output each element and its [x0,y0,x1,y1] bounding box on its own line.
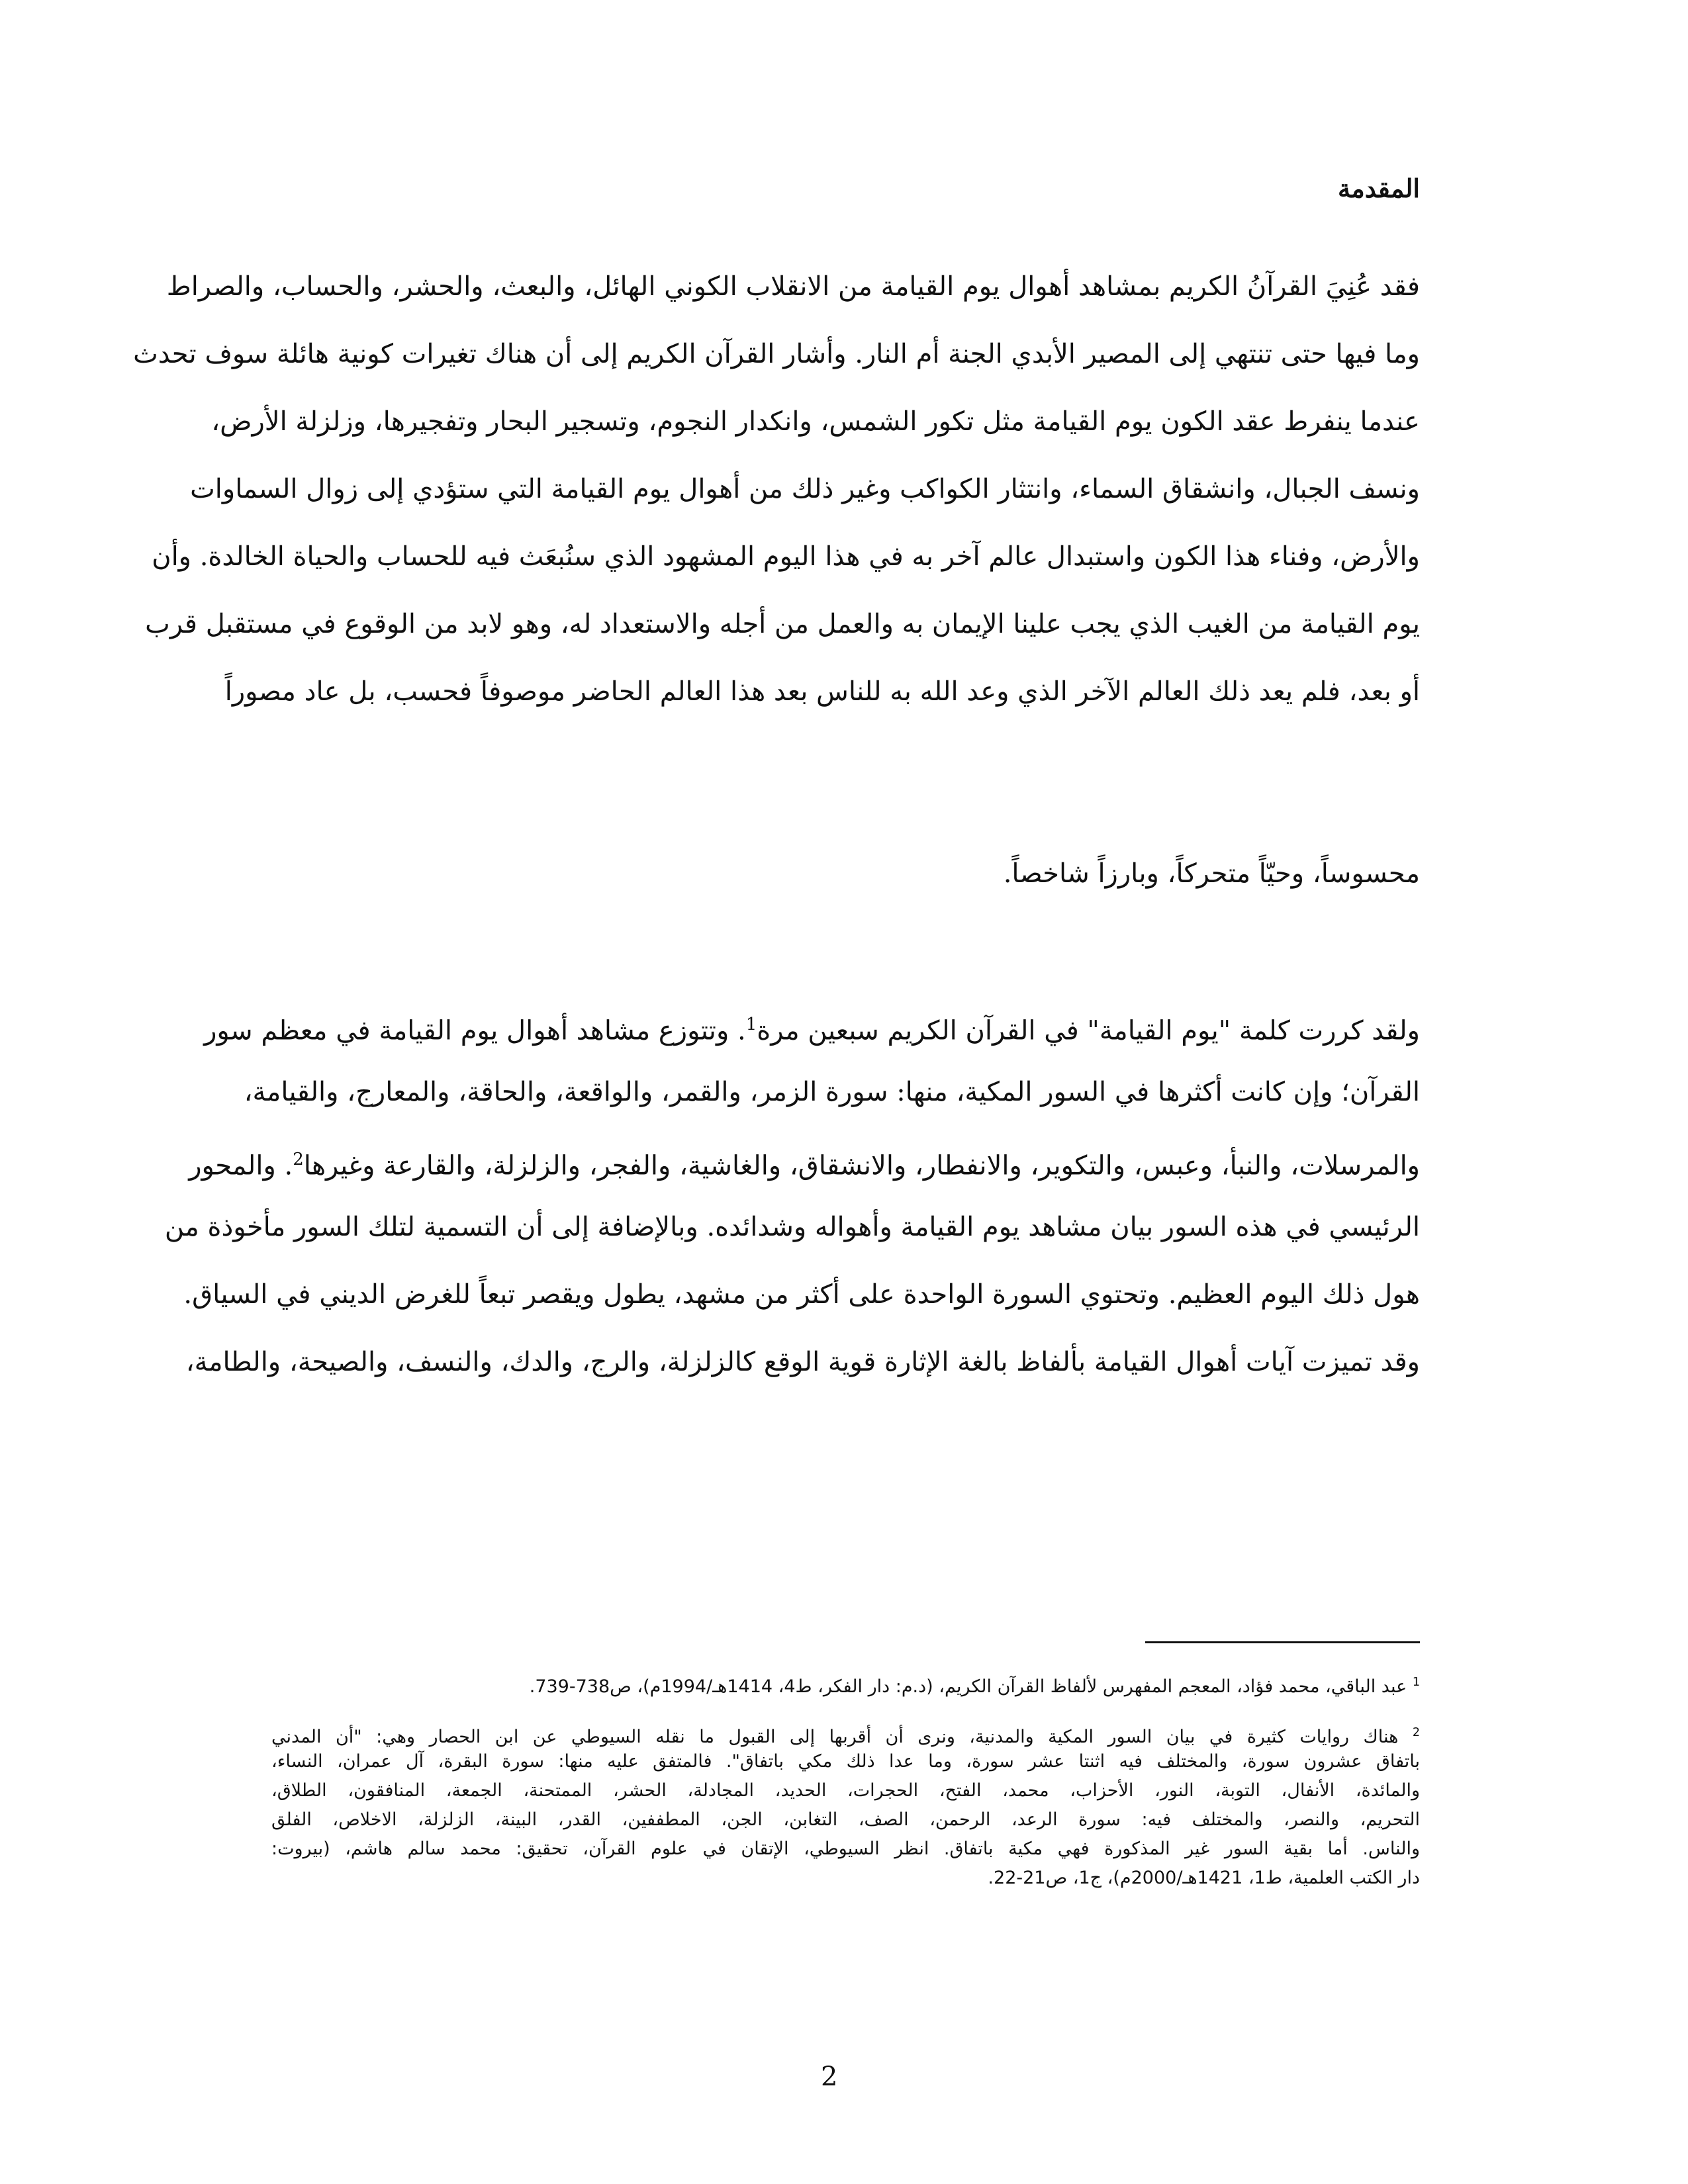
body-line: عندما ينفرط عقد الكون يوم القيامة مثل تكور الشمس، وانكدار النجوم، وتسجير البحار وتفجيرها، وزلزلة الأرض، [211,406,1420,437]
footnote-2-line [271,1719,1420,1751]
body-line: وقد تميزت آيات أهوال القيامة بألفاظ بالغة الإثارة قوية الوقع كالزلزلة، والرج، والدك، والنسف، والصيحة، والطامة، [185,1347,1420,1377]
body-line: وما فيها حتى تنتهي إلى المصير الأبدي الجنة أم النار. وأشار القرآن الكريم إلى أن هناك تغيرات كونية هائلة سوف تحدث [133,339,1420,369]
line-text: . والمحور [189,1150,293,1181]
footnote-number: 1 [1412,1676,1420,1689]
line-text: . وتتوزع مشاهد أهوال يوم القيامة في معظم سور [204,1015,746,1046]
line-text: ولقد كررت كلمة "يوم القيامة" في القرآن الكريم سبعين مرة [757,1015,1420,1046]
body-line: القرآن؛ وإن كانت أكثرها في السور المكية، منها: سورة الزمر، والقمر، والواقعة، والحاقة، والمعارج، والقيامة، [244,1077,1420,1107]
footnote-2-line: التحريم، والنصر، والمختلف فيه: سورة الرعد، الرحمن، الصف، التغابن، الجن، المطففين، القدر، البينة، الزلزلة، الاخلاص، الفلق [271,1809,1420,1830]
footnote-2-line: باتفاق عشرون سورة، والمختلف فيه اثنتا عشر سورة، وما عدا ذلك مكي باتفاق". فالمتفق عليه منها: سورة البقرة، آل عمران، النساء، [271,1751,1420,1772]
footnote-number: 2 [1412,1726,1420,1739]
body-line: الرئيسي في هذه السور بيان مشاهد يوم القيامة وأهواله وشدائده. وبالإضافة إلى أن التسمية لتلك السور مأخوذة من [164,1212,1420,1242]
body-line: ونسف الجبال، وانشقاق السماء، وانتثار الكواكب وغير ذلك من أهوال يوم القيامة التي ستؤدي إلى زوال السماوات [190,474,1420,504]
body-line [204,1005,1420,1050]
page-number: 2 [821,2062,838,2092]
section-heading: المقدمة [1337,173,1420,203]
footnote-1 [271,1669,1420,1700]
footnote-2-line: والمائدة، الأنفال، التوبة، النور، الأحزاب، محمد، الفتح، الحجرات، الحديد، المجادلة، الحشر، الممتحنة، الجمعة، المنافقون، الطلاق، [271,1780,1420,1801]
body-line: هول ذلك اليوم العظيم. وتحتوي السورة الواحدة على أكثر من مشهد، يطول ويقصر تبعاً للغرض الديني في السياق. [183,1279,1420,1310]
footnote-2-line: والناس. أما بقية السور غير المذكورة فهي مكية باتفاق. انظر السيوطي، الإتقان في علوم القرآن، تحقيق: محمد سالم هاشم، (بيروت: [271,1839,1420,1859]
line-text: والمرسلات، والنبأ، وعبس، والتكوير، والانفطار، والانشقاق، والغاشية، والفجر، والزلزلة، والقارعة وغيرها [303,1150,1420,1181]
footnote-ref[interactable]: 1 [745,1015,757,1034]
footnote-text: عبد الباقي، محمد فؤاد، المعجم المفهرس لألفاظ القرآن الكريم، (د.م: دار الفكر، ط4، 1414هـ/1994م)، ص738-739. [529,1676,1407,1697]
footnote-text: هناك روايات كثيرة في بيان السور المكية والمدنية، ونرى أن أقربها إلى القبول ما نقله السيوطي عن ابن الحصار وهي: "أن المدني [271,1727,1399,1747]
footnote-ref[interactable]: 2 [293,1150,304,1169]
body-line: أو بعد، فلم يعد ذلك العالم الآخر الذي وعد الله به للناس بعد هذا العالم الحاضر موصوفاً فحسب، بل عاد مصوراً [224,676,1420,707]
body-line: محسوساً، وحيّاً متحركاً، وبارزاً شاخصاً. [1003,858,1420,889]
body-line: والأرض، وفناء هذا الكون واستبدال عالم آخر به في هذا اليوم المشهود الذي سنُبعَث فيه للحساب والحياة الخالدة. وأن [152,541,1420,572]
body-line: فقد عُنِيَ القرآنُ الكريم بمشاهد أهوال يوم القيامة من الانقلاب الكوني الهائل، والبعث، والحشر، والحساب، والصراط [166,271,1420,302]
body-line [189,1140,1420,1185]
footnote-separator [1145,1641,1420,1643]
body-line: يوم القيامة من الغيب الذي يجب علينا الإيمان به والعمل من أجله والاستعداد له، وهو لابد من الوقوع في مستقبل قرب [145,609,1420,639]
footnote-2-line: دار الكتب العلمية، ط1، 1421هـ/2000م)، ج1، ص21-22. [988,1868,1420,1888]
